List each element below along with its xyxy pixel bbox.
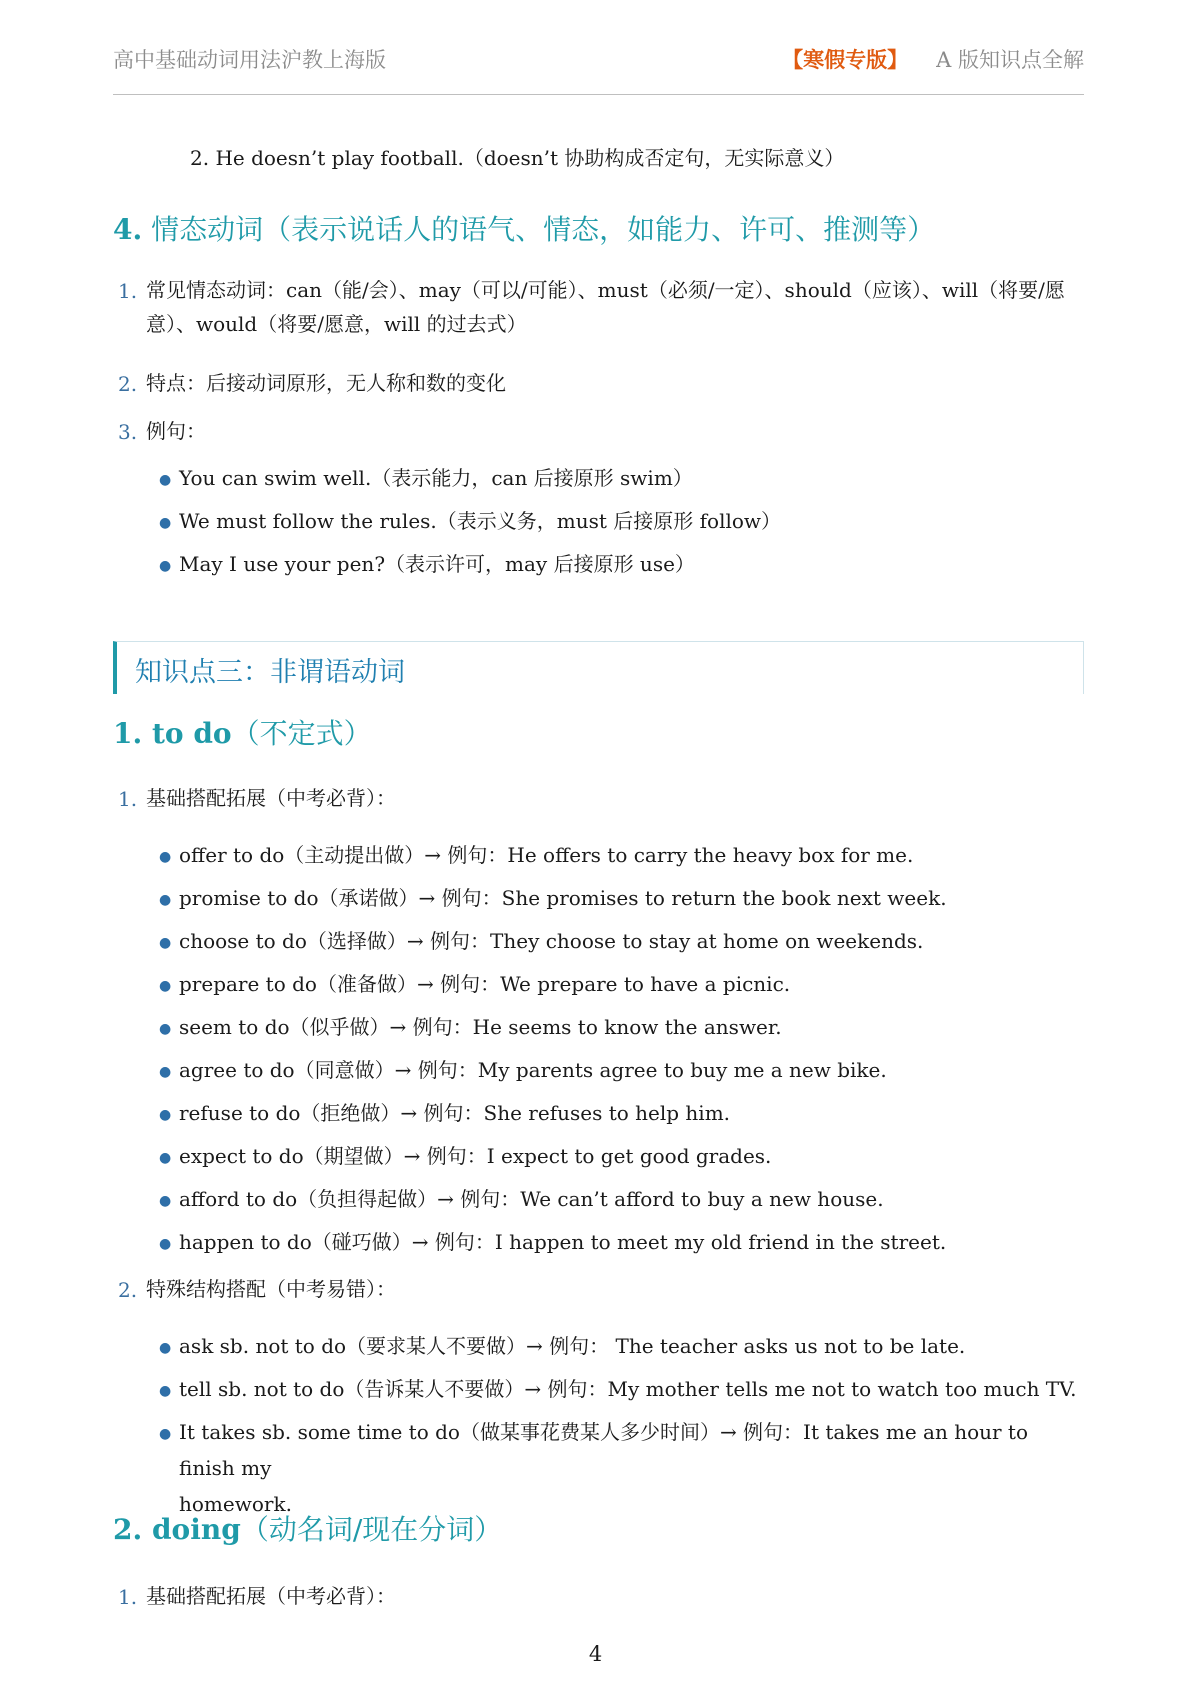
list-item (146, 273, 1084, 341)
list-item-label: 特殊结构搭配（中考易错）： (146, 1277, 396, 1301)
list-item (146, 1272, 1084, 1306)
bullet-icon: ● (159, 1426, 172, 1442)
section-4-title: 情态动词（表示说话人的语气、情态，如能力、许可、推测等） (151, 213, 936, 246)
collocation-item: offer to do（主动提出做）→ 例句：He offers to carry the heavy box for me. (179, 843, 914, 867)
structure-item-text-cont: homework. (179, 1492, 292, 1516)
list-item-label: 例句： (146, 419, 206, 443)
page-header (113, 44, 1084, 78)
header-book-title: 高中基础动词用法沪教上海版 (113, 48, 386, 72)
doing-title: （动名词/现在分词） (240, 1513, 503, 1546)
collocation-item: promise to do（承诺做）→ 例句：She promises to return the book next week. (179, 886, 947, 910)
example-item: You can swim well.（表示能力，can 后接原形 swim） (179, 466, 693, 490)
knowledge-point-box (113, 641, 1084, 694)
bullet-icon: ● (159, 1107, 172, 1123)
bullet-icon: ● (159, 1236, 172, 1252)
header-edition-tag: 【寒假专版】 (782, 48, 909, 72)
list-item-number: 2. (118, 372, 138, 396)
structure-item: ask sb. not to do（要求某人不要做）→ 例句： The teacher asks us not to be late. (179, 1334, 966, 1358)
bullet-icon: ● (159, 1383, 172, 1399)
bullet-icon: ● (159, 1193, 172, 1209)
collocation-item: choose to do（选择做）→ 例句：They choose to stay at home on weekends. (179, 929, 924, 953)
bullet-icon: ● (159, 935, 172, 951)
example-item: May I use your pen?（表示许可，may 后接原形 use） (179, 552, 695, 576)
bullet-icon: ● (159, 1340, 172, 1356)
list-item (146, 781, 1084, 815)
list-item-text: can（能/会）、may（可以/可能）、must（必须/一定）、should（应该）、will（将要/愿 (286, 278, 1065, 302)
bullet-icon: ● (159, 558, 172, 574)
section-4-number: 4. (113, 213, 143, 246)
bullet-icon: ● (159, 1150, 172, 1166)
structure-item-text: It takes sb. some time to do（做某事花费某人多少时间）→ 例句：It takes me an hour to finish my (179, 1420, 1029, 1480)
list-item-label: 常见情态动词： (146, 278, 286, 302)
bullet-icon: ● (159, 892, 172, 908)
list-item-label: 基础搭配拓展（中考必背）： (146, 1584, 396, 1608)
structure-item (179, 1414, 1084, 1522)
section-4-heading (113, 208, 935, 248)
doing-number: 2. doing (113, 1513, 241, 1546)
bullet-icon: ● (159, 515, 172, 531)
collocation-item: prepare to do（准备做）→ 例句：We prepare to have a picnic. (179, 972, 791, 996)
bullet-icon: ● (159, 472, 172, 488)
knowledge-point-title: 知识点三：非谓语动词 (135, 657, 405, 688)
bullet-icon: ● (159, 1021, 172, 1037)
doing-heading (113, 1508, 502, 1548)
collocation-item: expect to do（期望做）→ 例句：I expect to get good grades. (179, 1144, 772, 1168)
list-item-number: 1. (118, 1585, 138, 1609)
list-item-label: 特点： (146, 371, 206, 395)
example-item: We must follow the rules.（表示义务，must 后接原形 follow） (179, 509, 782, 533)
bullet-icon: ● (159, 849, 172, 865)
header-divider (113, 94, 1084, 95)
list-item-number: 1. (118, 787, 138, 811)
page-number: 4 (588, 1642, 603, 1666)
collocation-item: happen to do（碰巧做）→ 例句：I happen to meet my old friend in the street. (179, 1230, 947, 1254)
list-item (146, 366, 1084, 400)
bullet-icon: ● (159, 978, 172, 994)
header-subtitle: A 版知识点全解 (936, 48, 1084, 72)
to-do-number: 1. to do (113, 717, 232, 750)
collocation-item: afford to do（负担得起做）→ 例句：We can’t afford to buy a new house. (179, 1187, 884, 1211)
list-item-text: 后接动词原形，无人称和数的变化 (206, 371, 506, 395)
list-item-number: 2. (118, 1278, 138, 1302)
intro-line: 2. He doesn’t play football.（doesn’t 协助构成否定句，无实际意义） (190, 146, 845, 170)
list-item-number: 1. (118, 279, 138, 303)
list-item-label: 基础搭配拓展（中考必背）： (146, 786, 396, 810)
collocation-item: refuse to do（拒绝做）→ 例句：She refuses to help him. (179, 1101, 731, 1125)
collocation-item: seem to do（似乎做）→ 例句：He seems to know the answer. (179, 1015, 782, 1039)
structure-item: tell sb. not to do（告诉某人不要做）→ 例句：My mother tells me not to watch too much TV. (179, 1377, 1077, 1401)
bullet-icon: ● (159, 1064, 172, 1080)
to-do-heading (113, 712, 372, 752)
list-item (146, 414, 1084, 448)
collocation-item: agree to do（同意做）→ 例句：My parents agree to buy me a new bike. (179, 1058, 887, 1082)
header-right (782, 44, 1084, 74)
list-item (146, 1579, 1084, 1613)
list-item-number: 3. (118, 420, 138, 444)
list-item-text-cont: 意）、would（将要/愿意，will 的过去式） (146, 312, 527, 336)
to-do-title: （不定式） (231, 717, 372, 750)
